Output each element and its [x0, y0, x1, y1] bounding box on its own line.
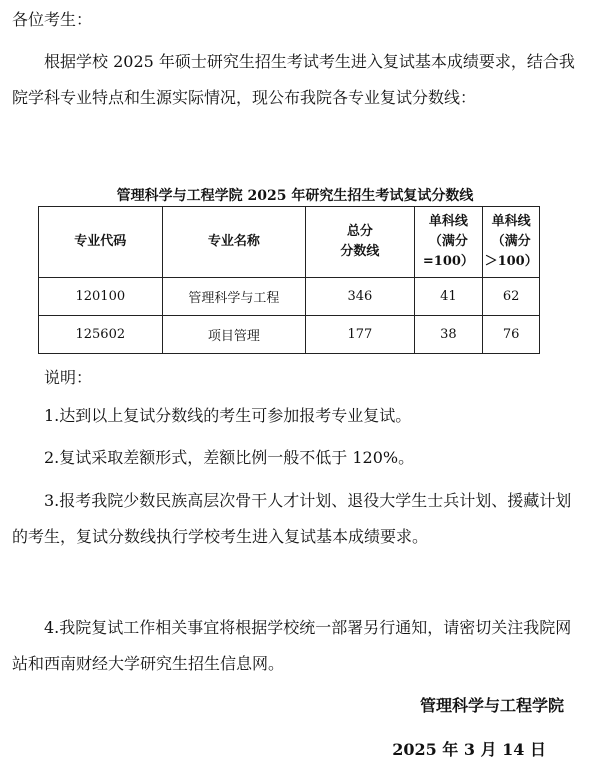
header-single-100-line3: =100） — [422, 254, 474, 269]
header-single-over-line3: ＞100） — [484, 254, 538, 269]
signature-date: 2025 年 3 月 14 日 — [392, 740, 546, 759]
header-code: 专业代码 — [39, 207, 163, 278]
table-row — [39, 316, 540, 354]
table-title: 管理科学与工程学院 2025 年研究生招生考试复试分数线 — [116, 188, 474, 204]
score-table — [38, 206, 540, 354]
header-single-100-line1: 单科线 — [428, 214, 468, 229]
note-item: 3.报考我院少数民族高层次骨干人才计划、退役大学生士兵计划、援藏计划的考生，复试分数线执行学校考生进入复试基本成绩要求。 — [12, 491, 572, 546]
header-single-100-line2: （满分 — [428, 234, 468, 249]
cell-single-over-100: 76 — [483, 316, 540, 354]
cell-total: 177 — [306, 316, 414, 354]
header-single-over-line2: （满分 — [491, 234, 531, 249]
cell-name: 管理科学与工程 — [162, 278, 306, 316]
header-total-line2: 分数线 — [340, 244, 380, 259]
cell-name: 项目管理 — [162, 316, 306, 354]
table-row — [39, 278, 540, 316]
cell-code: 120100 — [39, 278, 163, 316]
cell-single-over-100: 62 — [483, 278, 540, 316]
note-item: 4.我院复试工作相关事宜将根据学校统一部署另行通知，请密切关注我院网站和西南财经大学研究生招生信息网。 — [12, 618, 572, 673]
header-single-100 — [414, 207, 483, 278]
intro-paragraph: 根据学校 2025 年硕士研究生招生考试考生进入复试基本成绩要求，结合我院学科专业特点和生源实际情况，现公布我院各专业复试分数线： — [12, 52, 575, 107]
header-name: 专业名称 — [162, 207, 306, 278]
header-single-over-100 — [483, 207, 540, 278]
cell-single-100: 41 — [414, 278, 483, 316]
greeting: 各位考生： — [12, 10, 93, 29]
header-total — [306, 207, 414, 278]
cell-code: 125602 — [39, 316, 163, 354]
notes-title: 说明： — [44, 368, 93, 387]
cell-total: 346 — [306, 278, 414, 316]
header-total-line1: 总分 — [346, 224, 373, 239]
header-single-over-line1: 单科线 — [491, 214, 531, 229]
table-header-row — [39, 207, 540, 278]
note-item: 2.复试采取差额形式，差额比例一般不低于 120%。 — [44, 448, 415, 467]
cell-single-100: 38 — [414, 316, 483, 354]
signature-org: 管理科学与工程学院 — [419, 696, 564, 715]
note-item: 1.达到以上复试分数线的考生可参加报考专业复试。 — [44, 406, 412, 425]
